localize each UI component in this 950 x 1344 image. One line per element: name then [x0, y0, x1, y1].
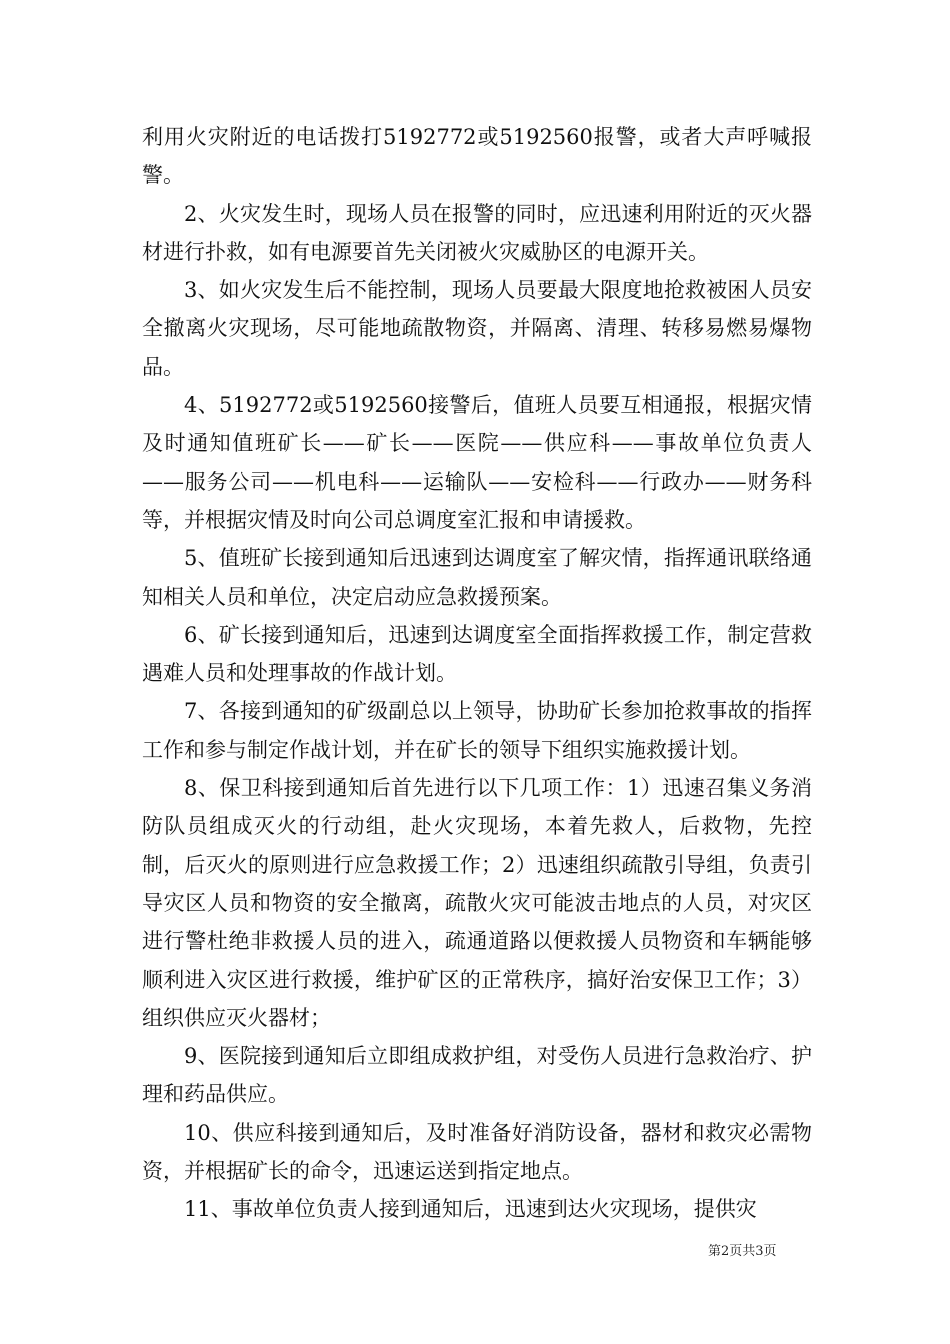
paragraph-11: 11、事故单位负责人接到通知后，迅速到达火灾现场，提供灾	[184, 1197, 757, 1222]
paragraph-6: 6、矿长接到通知后，迅速到达调度室全面指挥救援工作，制定营救遇难人员和处理事故的作战计划。	[142, 622, 812, 686]
paragraph-4: 4、5192772或5192560接警后，值班人员要互相通报，根据灾情及时通知值班矿长——矿长——医院——供应科——事故单位负责人——服务公司——机电科——运输队——安检科——行政办——财务科等，并根据灾情及时向公司总调度室汇报和申请援救。	[142, 393, 812, 532]
paragraph-9: 9、医院接到通知后立即组成救护组，对受伤人员进行急救治疗、护理和药品供应。	[142, 1044, 812, 1107]
paragraph-8: 8、保卫科接到通知后首先进行以下几项工作：1）迅速召集义务消防队员组成灭火的行动组，赴火灾现场，本着先救人，后救物，先控制，后灭火的原则进行应急救援工作；2）迅速组织疏散引导组，负责引导灾区人员和物资的安全撤离，疏散火灾可能波击地点的人员，对灾区进行警杜绝非救援人员的进入，疏通道路以便救援人员物资和车辆能够顺利进入灾区进行救援，维护矿区的正常秩序，搞好治安保卫工作；3）组织供应灭火器材；	[142, 776, 812, 1030]
paragraph-1: 利用火灾附近的电话拨打5192772或5192560报警，或者大声呼喊报警。	[142, 125, 812, 188]
page-number: 第2页共3页	[708, 1244, 777, 1259]
paragraph-5: 5、值班矿长接到通知后迅速到达调度室了解灾情，指挥通讯联络通知相关人员和单位，决定启动应急救援预案。	[142, 546, 812, 609]
paragraph-10: 10、供应科接到通知后，及时准备好消防设备，器材和救灾必需物资，并根据矿长的命令，迅速运送到指定地点。	[142, 1120, 812, 1184]
paragraph-3: 3、如火灾发生后不能控制，现场人员要最大限度地抢救被困人员安全撤离火灾现场，尽可能地疏散物资，并隔离、清理、转移易燃易爆物品。	[142, 278, 812, 379]
paragraph-7: 7、各接到通知的矿级副总以上领导，协助矿长参加抢救事故的指挥工作和参与制定作战计划，并在矿长的领导下组织实施救援计划。	[142, 699, 812, 762]
document-body	[142, 118, 812, 1229]
paragraph-2: 2、火灾发生时，现场人员在报警的同时，应迅速利用附近的灭火器材进行扑救，如有电源要首先关闭被火灾威胁区的电源开关。	[142, 201, 812, 264]
